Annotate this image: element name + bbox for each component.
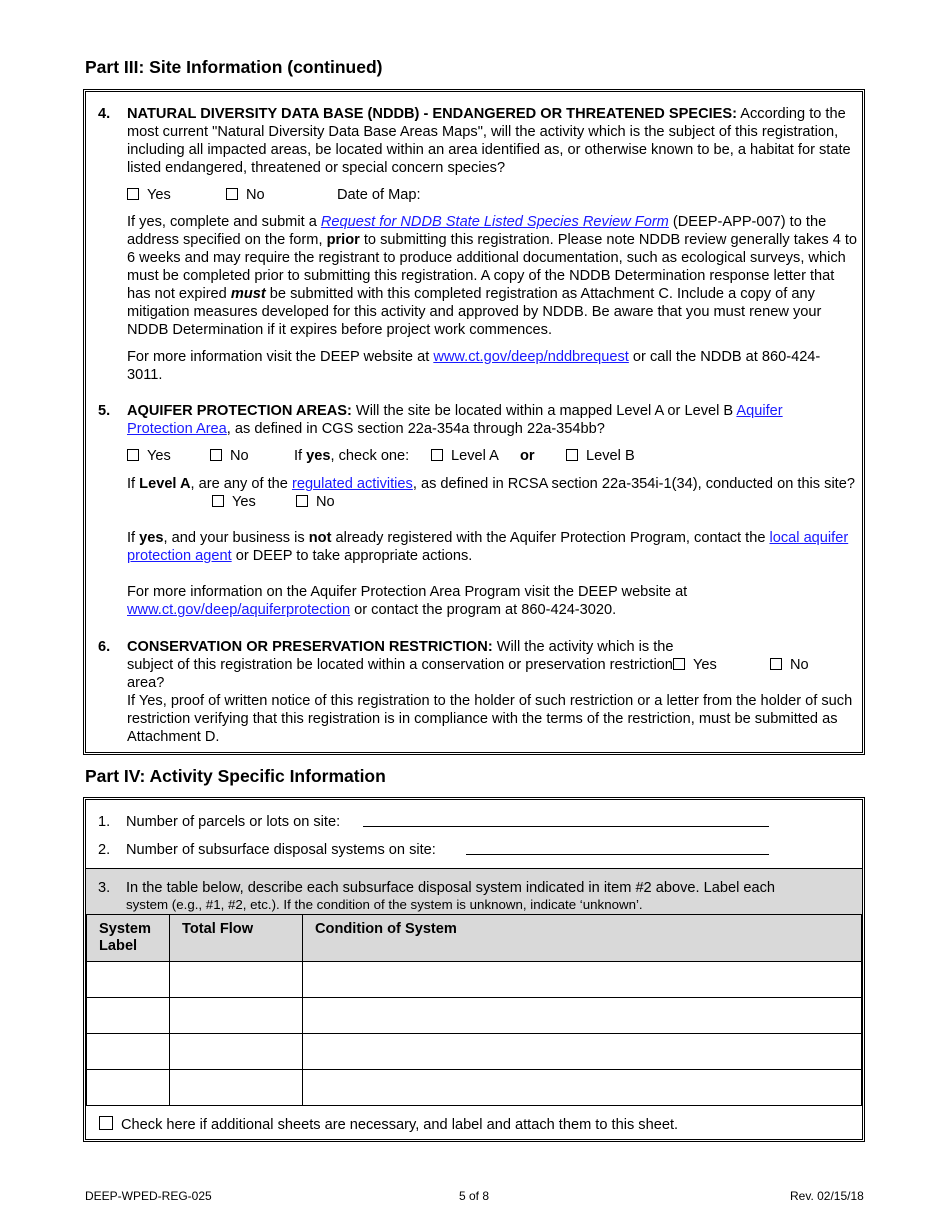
aquifer-registration-note — [127, 529, 858, 565]
question-6-text: Will the activity which is the subject of this registration be located within a conservation or preservation restriction area? — [127, 639, 674, 691]
column-header-total-flow: Total Flow — [170, 915, 303, 962]
level-a-q-bold: Level A — [139, 476, 191, 492]
system-label-cell[interactable] — [87, 998, 170, 1034]
question-6-number: 6. — [98, 639, 111, 655]
condition-cell[interactable] — [303, 1070, 862, 1106]
item-3-section — [86, 868, 862, 915]
level-a-option[interactable] — [431, 447, 499, 465]
q4-more-info — [127, 348, 847, 384]
local-aquifer-agent-link[interactable]: local aquifer protection agent — [127, 530, 849, 564]
part3-title: Part III: Site Information (continued) — [85, 57, 383, 77]
aquifer-protection-link[interactable]: www.ct.gov/deep/aquiferprotection — [127, 602, 351, 618]
aquifer-more-info-line2 — [127, 601, 616, 619]
q5-no-label: No — [230, 448, 249, 464]
part3-box — [83, 89, 865, 755]
condition-cell[interactable] — [303, 962, 862, 998]
disposal-systems-table — [86, 914, 862, 1106]
level-a-q-mid: , are any of the — [190, 476, 292, 492]
aquifer-note-not: not — [308, 530, 332, 546]
question-4-text: According to the most current "Natural Diversity Data Base Areas Maps", will the activity which is the subject of this registration, including all impacted areas, be located within an area identified as, or otherwise known to be, a habitat for state listed endangered, threatened or special concern species? — [127, 106, 851, 176]
aquifer-note-d: or DEEP to take appropriate actions. — [231, 548, 473, 564]
q5-check-one-pre: If — [294, 448, 307, 464]
nddb-request-link[interactable]: www.ct.gov/deep/nddbrequest — [433, 349, 629, 365]
question-5-heading: AQUIFER PROTECTION AREAS: — [127, 403, 352, 419]
q4-yes-checkbox[interactable] — [127, 188, 139, 200]
system-label-cell[interactable] — [87, 962, 170, 998]
total-flow-cell[interactable] — [170, 962, 303, 998]
parcels-label: Number of parcels or lots on site: — [126, 814, 341, 830]
additional-sheets-label: Check here if additional sheets are necessary, and label and attach them to this sheet. — [121, 1117, 679, 1133]
q4-no-checkbox[interactable] — [226, 188, 238, 200]
item-3-text-line2: system (e.g., #1, #2, etc.). If the condition of the system is unknown, indicate ‘unknown’. — [126, 897, 643, 912]
q5-yes-option[interactable] — [127, 447, 171, 465]
level-a-q-post: , as defined in RCSA section 22a-354i-1(34), conducted on this site? — [412, 476, 855, 492]
nddb-review-form-link[interactable]: Request for NDDB State Listed Species Review Form — [320, 214, 669, 230]
disposal-systems-input[interactable] — [466, 854, 769, 855]
parcels-input[interactable] — [363, 826, 769, 827]
system-label-cell[interactable] — [87, 1070, 170, 1106]
q5-no-checkbox[interactable] — [210, 449, 222, 461]
q4-instr-text-a: If yes, complete and submit a — [127, 214, 321, 230]
part4-box — [83, 797, 865, 1142]
level-b-checkbox[interactable] — [566, 449, 578, 461]
item-3-number: 3. — [98, 880, 111, 896]
item-2-number: 2. — [98, 842, 111, 858]
condition-cell[interactable] — [303, 1034, 862, 1070]
level-a-no-checkbox[interactable] — [296, 495, 308, 507]
level-a-no-option[interactable] — [296, 493, 335, 511]
q4-more-info-text-a: For more information visit the DEEP website at — [127, 349, 434, 365]
aquifer-protection-area-link[interactable]: Aquifer Protection Area — [127, 403, 783, 437]
column-header-condition: Condition of System — [303, 915, 862, 962]
total-flow-cell[interactable] — [170, 1070, 303, 1106]
footer-page-number: 5 of 8 — [459, 1189, 490, 1203]
q6-yes-checkbox[interactable] — [673, 658, 685, 670]
level-a-q-pre: If — [127, 476, 140, 492]
q4-no-option[interactable] — [226, 186, 265, 204]
total-flow-cell[interactable] — [170, 1034, 303, 1070]
level-a-yes-label: Yes — [232, 494, 256, 510]
disposal-systems-label: Number of subsurface disposal systems on site: — [126, 842, 436, 858]
aquifer-more-info-contact: or contact the program at 860-424-3020. — [350, 602, 617, 618]
q5-check-one-post: , check one: — [330, 448, 410, 464]
q6-yes-option[interactable] — [673, 656, 717, 674]
aquifer-more-info-line1: For more information on the Aquifer Protection Area Program visit the DEEP website at — [127, 584, 688, 600]
question-5-text-a: Will the site be located within a mapped Level A or Level B — [351, 403, 737, 419]
q6-no-checkbox[interactable] — [770, 658, 782, 670]
q4-instr-prior: prior — [326, 232, 360, 248]
aquifer-note-a: If — [127, 530, 140, 546]
q6-yes-label: Yes — [693, 657, 717, 673]
additional-sheets-option[interactable] — [99, 1116, 678, 1134]
q4-instructions — [127, 213, 858, 339]
item-3-text-line1: In the table below, describe each subsurface disposal system indicated in item #2 above. Label each — [126, 880, 776, 896]
level-b-label: Level B — [586, 448, 635, 464]
q5-check-one-yes: yes — [306, 448, 331, 464]
q5-yes-checkbox[interactable] — [127, 449, 139, 461]
column-header-system-label: System Label — [87, 915, 170, 962]
q6-no-label: No — [790, 657, 809, 673]
item-1-number: 1. — [98, 814, 111, 830]
condition-cell[interactable] — [303, 998, 862, 1034]
level-a-question — [127, 475, 858, 493]
aquifer-note-c: already registered with the Aquifer Protection Program, contact the — [331, 530, 770, 546]
question-5-text-b: , as defined in CGS section 22a-354a through 22a-354bb? — [226, 421, 605, 437]
q6-restriction-note: If Yes, proof of written notice of this registration to the holder of such restriction or a letter from the holder of such restriction verifying that this registration is in compliance with the terms of the restriction, must be submitted as Attachment D. — [127, 693, 853, 745]
aquifer-note-yes: yes — [139, 530, 164, 546]
q4-yes-option[interactable] — [127, 186, 171, 204]
q4-instr-text-c: to submitting this registration. Please note NDDB review generally takes 4 to 6 weeks and may require the registrant to produce additional documentation, such as ecological surveys, which must be completed prior to submitting this registration. A copy of the NDDB Determination response letter that has not expired — [127, 232, 858, 302]
table-row — [87, 962, 862, 998]
level-a-checkbox[interactable] — [431, 449, 443, 461]
q5-check-one-label — [294, 447, 409, 465]
level-or-label: or — [520, 448, 535, 464]
level-a-no-label: No — [316, 494, 335, 510]
q4-yes-label: Yes — [147, 187, 171, 203]
q5-yes-label: Yes — [147, 448, 171, 464]
regulated-activities-link[interactable]: regulated activities — [291, 476, 413, 492]
table-row — [87, 1070, 862, 1106]
q4-more-info-text-b: or call the NDDB at 860-424-3011. — [127, 349, 821, 383]
level-a-label: Level A — [451, 448, 499, 464]
system-label-cell[interactable] — [87, 1034, 170, 1070]
question-4-number: 4. — [98, 106, 111, 122]
total-flow-cell[interactable] — [170, 998, 303, 1034]
part4-title: Part IV: Activity Specific Information — [85, 766, 386, 786]
q4-instr-must: must — [230, 286, 266, 302]
level-a-yes-option[interactable] — [212, 493, 256, 511]
additional-sheets-checkbox[interactable] — [99, 1116, 113, 1130]
level-b-option[interactable] — [566, 447, 635, 465]
table-row — [87, 1034, 862, 1070]
level-a-yes-checkbox[interactable] — [212, 495, 224, 507]
footer-form-id: DEEP-WPED-REG-025 — [85, 1189, 212, 1203]
q4-instr-text-b: (DEEP-APP-007) to the address specified on the form, — [127, 214, 827, 248]
q4-instr-text-d: be submitted with this completed registration as Attachment C. Include a copy of any mitigation measures developed for this activity and approved by NDDB. Be aware that you must renew your NDDB Determination if it expires before project work commences. — [127, 286, 822, 338]
question-4-heading: NATURAL DIVERSITY DATA BASE (NDDB) - ENDANGERED OR THREATENED SPECIES: — [127, 106, 737, 122]
q4-date-of-map-label: Date of Map: — [337, 187, 421, 203]
footer-revision: Rev. 02/15/18 — [790, 1189, 864, 1203]
aquifer-note-b: , and your business is — [163, 530, 309, 546]
q5-no-option[interactable] — [210, 447, 249, 465]
table-row — [87, 998, 862, 1034]
question-6-heading: CONSERVATION OR PRESERVATION RESTRICTION: — [127, 639, 493, 655]
question-5-number: 5. — [98, 403, 111, 419]
q6-no-option[interactable] — [770, 656, 809, 674]
q4-no-label: No — [246, 187, 265, 203]
